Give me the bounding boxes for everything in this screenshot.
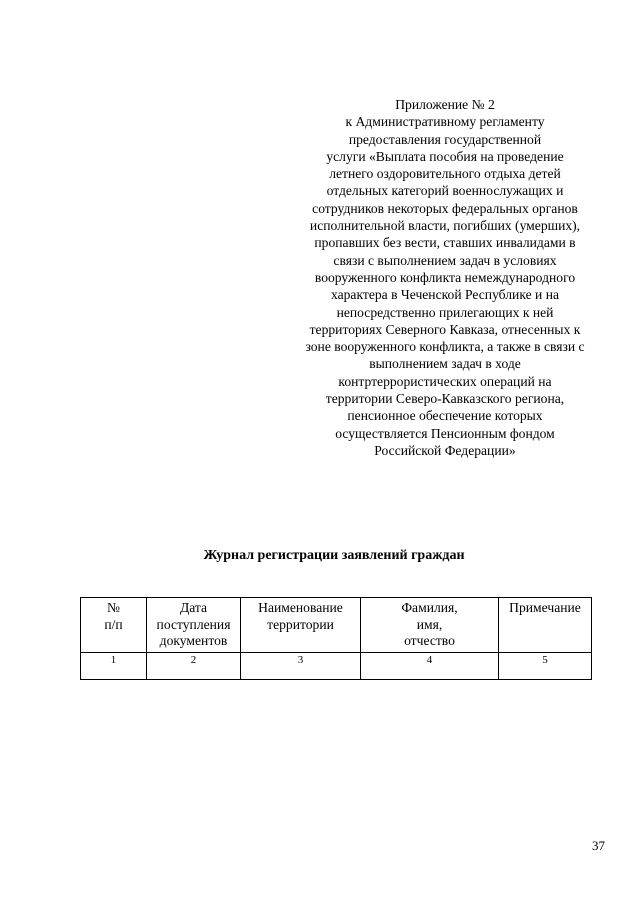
appendix-line: территориях Северного Кавказа, отнесенных к: [309, 321, 581, 337]
header-line: имя,: [416, 616, 443, 632]
appendix-line: летнего оздоровительного отдыха детей: [329, 166, 561, 182]
header-note: [499, 598, 592, 653]
appendix-line: выполнением задач в ходе: [369, 356, 521, 372]
appendix-block: [295, 96, 595, 459]
appendix-line: предоставления государственной: [348, 131, 542, 147]
appendix-line: характера в Чеченской Республике и на: [330, 287, 559, 303]
appendix-line: контртеррористических операций на: [338, 373, 552, 389]
header-line: Примечание: [509, 600, 581, 615]
header-row-number: [81, 598, 147, 653]
header-line: отчество: [404, 633, 455, 648]
header-line: документов: [159, 633, 228, 648]
appendix-line: пропавших без вести, ставших инвалидами в: [314, 235, 576, 251]
appendix-line: сотрудников некоторых федеральных органов: [312, 200, 578, 216]
appendix-line: услуги «Выплата пособия на проведение: [326, 148, 564, 164]
column-number-cell: 3: [241, 653, 361, 680]
appendix-line: непосредственно прилегающих к ней: [336, 304, 554, 320]
table-row: [81, 653, 592, 680]
column-number-cell: 5: [499, 653, 592, 680]
header-line: поступления: [156, 616, 231, 632]
header-line: территории: [267, 616, 334, 632]
appendix-line: исполнительной власти, погибших (умерших),: [309, 218, 581, 234]
header-line: Наименование: [258, 600, 343, 615]
appendix-line: Российской Федерации»: [374, 442, 516, 458]
journal-table: [80, 597, 592, 680]
appendix-line: зоне вооруженного конфликта, а также в связи с: [305, 339, 585, 355]
table-header-row: [81, 598, 592, 653]
appendix-line: к Административному регламенту: [345, 114, 545, 130]
header-line: №: [107, 600, 120, 615]
appendix-line: связи с выполнением задач в условиях: [333, 252, 557, 268]
column-number-cell: 2: [147, 653, 241, 680]
header-line: Дата: [179, 600, 208, 615]
appendix-line: вооруженного конфликта немеждународного: [314, 269, 576, 285]
appendix-line: пенсионное обеспечение которых: [347, 408, 543, 424]
column-number-cell: 4: [361, 653, 499, 680]
page-number: 37: [592, 838, 605, 853]
appendix-line: территории Северо-Кавказского региона,: [325, 391, 565, 407]
header-line: Фамилия,: [401, 600, 458, 615]
journal-title: Журнал регистрации заявлений граждан: [203, 548, 465, 563]
appendix-line: осуществляется Пенсионным фондом: [335, 425, 555, 441]
header-territory: [241, 598, 361, 653]
header-line: п/п: [104, 616, 123, 632]
header-full-name: [361, 598, 499, 653]
header-receipt-date: [147, 598, 241, 653]
appendix-line: отдельных категорий военнослужащих и: [326, 183, 564, 199]
column-number-cell: 1: [81, 653, 147, 680]
appendix-line: Приложение № 2: [395, 97, 495, 112]
